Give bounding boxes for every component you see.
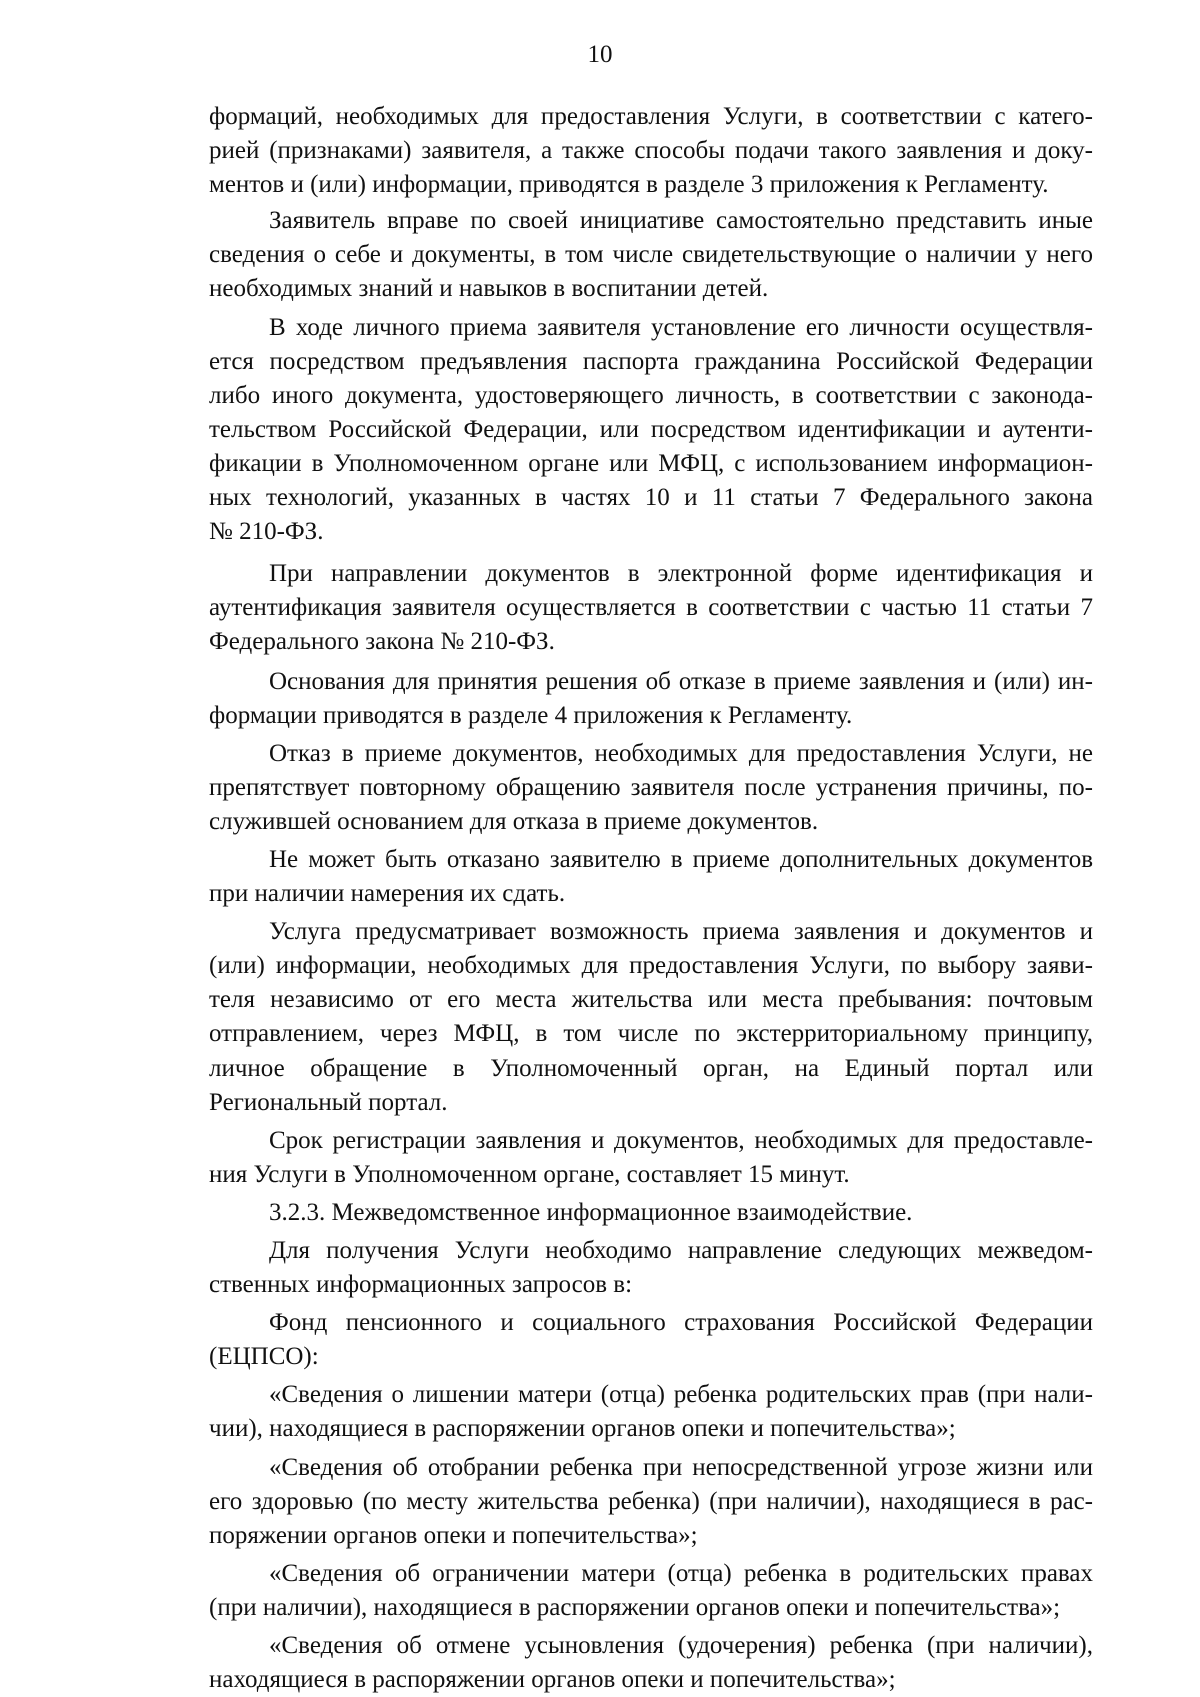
- paragraph: [209, 843, 1093, 911]
- paragraph-line: ных технологий, указанных в частях 10 и 11 статьи 7 Федерального закона: [209, 484, 1093, 512]
- paragraph-line: Не может быть отказано заявителю в приеме дополнительных документов: [269, 845, 1093, 873]
- paragraph-line: ния Услуги в Уполномоченном органе, составляет 15 минут.: [209, 1160, 850, 1188]
- paragraph-line: Для получения Услуги необходимо направление следующих межведом-: [269, 1237, 1093, 1264]
- paragraph-line: рией (признаками) заявителя, а также способы подачи такого заявления и доку-: [209, 137, 1093, 165]
- paragraph-line: «Сведения о лишении матери (отца) ребенка родительских прав (при нали-: [269, 1381, 1093, 1409]
- paragraph-line: ется посредством предъявления паспорта гражданина Российской Федерации: [209, 347, 1093, 375]
- paragraph: [209, 1557, 1093, 1625]
- paragraph-line: препятствует повторному обращению заявителя после устранения причины, по-: [209, 773, 1093, 801]
- paragraph-line: «Сведения об отобрании ребенка при непосредственной угрозе жизни или: [269, 1453, 1093, 1481]
- paragraph-line: формации приводятся в разделе 4 приложения к Регламенту.: [209, 701, 853, 729]
- paragraph-line: (ЕЦПСО):: [209, 1343, 319, 1371]
- paragraph-line: ственных информационных запросов в:: [209, 1271, 633, 1299]
- paragraph-line: (при наличии), находящиеся в распоряжении органов опеки и попечительства»;: [209, 1593, 1061, 1621]
- paragraph: [209, 1629, 1093, 1697]
- paragraph-line: Федерального закона № 210-ФЗ.: [209, 628, 555, 656]
- paragraph: [209, 1378, 1093, 1446]
- paragraph-line: Срок регистрации заявления и документов, необходимых для предоставле-: [269, 1126, 1093, 1154]
- paragraph-line: либо иного документа, удостоверяющего личность, в соответствии с законода-: [209, 381, 1093, 409]
- paragraph: [209, 1306, 1093, 1374]
- paragraph-line: ментов и (или) информации, приводятся в разделе 3 приложения к Регламенту.: [209, 171, 1049, 199]
- paragraph: [209, 1234, 1093, 1302]
- paragraph: [209, 1124, 1093, 1192]
- paragraph-line: «Сведения об отмене усыновления (удочерения) ребенка (при наличии),: [269, 1632, 1093, 1660]
- paragraph-line: Основания для принятия решения об отказе в приеме заявления и (или) ин-: [269, 667, 1093, 695]
- paragraph-line: В ходе личного приема заявителя установление его личности осуществля-: [269, 313, 1093, 341]
- paragraph-line: Фонд пенсионного и социального страхования Российской Федерации: [269, 1309, 1093, 1337]
- paragraph: [209, 915, 1093, 1120]
- paragraph-line: аутентификация заявителя осуществляется в соответствии с частью 11 статьи 7: [209, 594, 1093, 622]
- paragraph-line: отправлением, через МФЦ, в том числе по экстерриториальному принципу,: [209, 1020, 1093, 1048]
- paragraph: [209, 1451, 1093, 1553]
- paragraph-line: сведения о себе и документы, в том числе свидетельствующие о наличии у него: [209, 241, 1093, 269]
- paragraph-line: личное обращение в Уполномоченный орган, на Единый портал или: [209, 1054, 1093, 1082]
- paragraph: [209, 1196, 1093, 1230]
- paragraph-line: чии), находящиеся в распоряжении органов опеки и попечительства»;: [209, 1415, 956, 1443]
- paragraph-line: фикации в Уполномоченном органе или МФЦ, с использованием информацион-: [209, 449, 1093, 477]
- paragraph: [209, 100, 1093, 202]
- paragraph-line: Заявитель вправе по своей инициативе самостоятельно представить иные: [269, 207, 1093, 235]
- paragraph-line: находящиеся в распоряжении органов опеки и попечительства»;: [209, 1666, 896, 1694]
- paragraph-line: поряжении органов опеки и попечительства»;: [209, 1521, 698, 1549]
- paragraph-line: служившей основанием для отказа в приеме документов.: [209, 807, 819, 835]
- paragraph: [209, 665, 1093, 733]
- paragraph: [209, 311, 1093, 550]
- paragraph-line: теля независимо от его места жительства или места пребывания: почтовым: [209, 986, 1093, 1014]
- paragraph-line: Отказ в приеме документов, необходимых для предоставления Услуги, не: [269, 739, 1093, 767]
- paragraph-line: Услуга предусматривает возможность приема заявления и документов и: [269, 918, 1093, 946]
- paragraph-line: 3.2.3. Межведомственное информационное взаимодействие.: [269, 1198, 913, 1226]
- page-number: 10: [587, 41, 613, 68]
- paragraph: [209, 737, 1093, 839]
- paragraph: [209, 557, 1093, 659]
- paragraph-line: необходимых знаний и навыков в воспитании детей.: [209, 275, 769, 303]
- paragraph-line: при наличии намерения их сдать.: [209, 880, 566, 908]
- paragraph-line: его здоровью (по месту жительства ребенка) (при наличии), находящиеся в рас-: [209, 1487, 1093, 1515]
- paragraph-line: «Сведения об ограничении матери (отца) ребенка в родительских правах: [269, 1559, 1093, 1587]
- paragraph-line: (или) информации, необходимых для предоставления Услуги, по выбору заяви-: [209, 952, 1093, 980]
- document-body: [209, 100, 1093, 1697]
- paragraph-line: Региональный портал.: [209, 1088, 448, 1116]
- paragraph-line: тельством Российской Федерации, или посредством идентификации и аутенти-: [209, 415, 1093, 443]
- paragraph-line: формаций, необходимых для предоставления Услуги, в соответствии с катего-: [209, 103, 1093, 130]
- paragraph: [209, 204, 1093, 306]
- paragraph-line: № 210-ФЗ.: [209, 518, 324, 546]
- paragraph-line: При направлении документов в электронной форме идентификация и: [269, 560, 1093, 588]
